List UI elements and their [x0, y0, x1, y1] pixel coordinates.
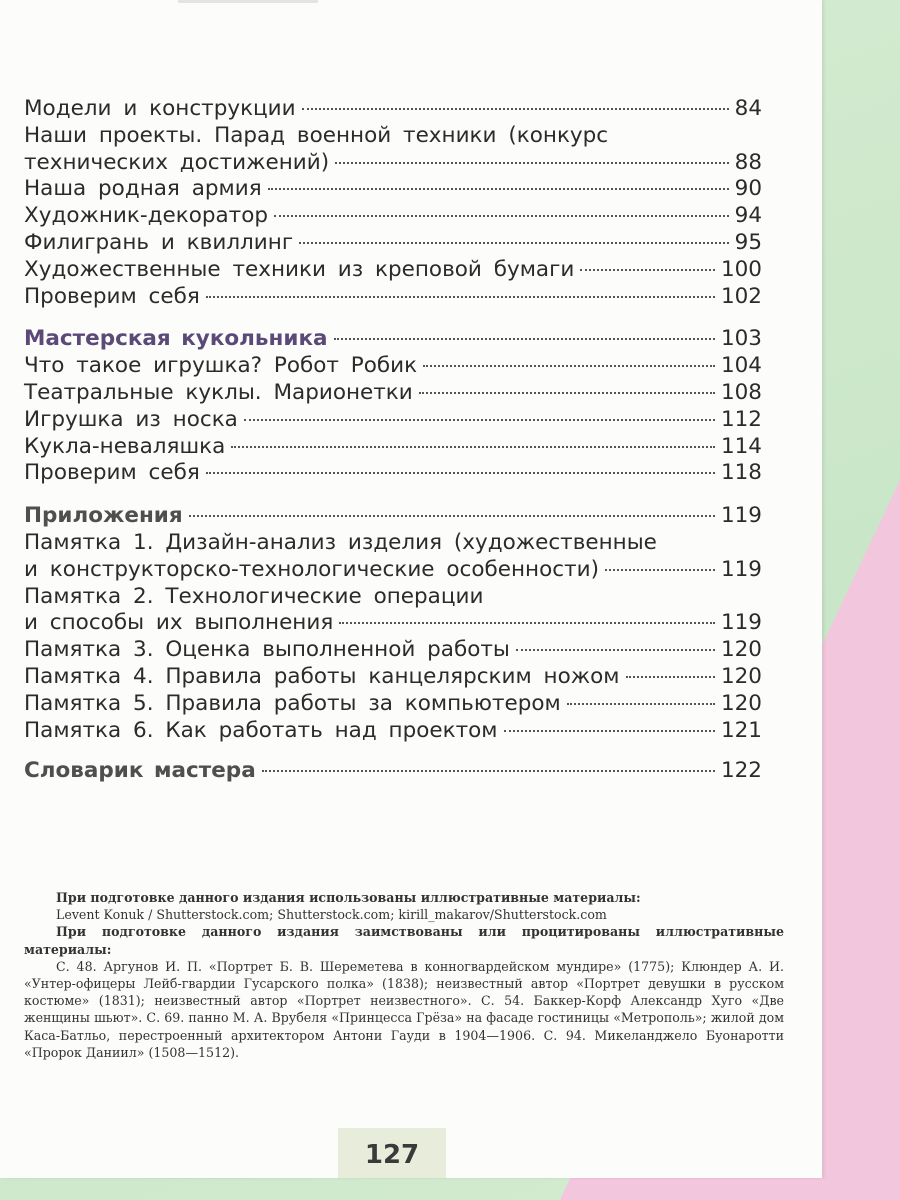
- toc-leader: [504, 730, 715, 732]
- toc-title: Наша родная армия: [24, 176, 262, 202]
- toc-row: [24, 230, 762, 257]
- toc-leader: [580, 269, 715, 271]
- toc-leader: [516, 649, 715, 651]
- toc-title: Проверим себя: [24, 283, 200, 309]
- toc-page: 103: [720, 326, 762, 352]
- toc-row: [24, 176, 762, 203]
- toc-leader: [567, 703, 715, 705]
- toc-leader: [262, 770, 715, 772]
- toc-section-row: [24, 326, 762, 353]
- toc-row: [24, 584, 762, 611]
- toc-page: 119: [720, 556, 762, 582]
- toc-leader: [244, 419, 715, 421]
- credits-body: С. 48. Аргунов И. П. «Портрет Б. В. Шереметева в конногвардейском мундире» (1775); Клюндер А. И. «Унтер-офицеры Лейб-гвардии Гусарского полка» (1838); неизвестный автор «Портрет девушки в русском костюме» (1831); неизвестный автор «Портрет неизвестного». С. 54. Баккер-Корф Александр Хуго «Две женщины шьют». С. 69. панно М. А. Врубеля «Принцесса Грёза» на фасаде гостиницы «Метрополь»; жилой дом Каса-Батльо, перестроенный архитектором Антони Гауди в 1904—1906. С. 94. Микеланджело Буонаротти «Пророк Даниил» (1508—1512).: [24, 958, 784, 1060]
- toc-leader: [334, 338, 715, 340]
- illustration-credits: [24, 889, 784, 1061]
- toc-leader: [605, 569, 715, 571]
- toc-row: [24, 610, 762, 637]
- toc-row: [24, 380, 762, 407]
- toc-leader: [299, 242, 729, 244]
- toc-title: Памятка 1. Дизайн-анализ изделия (художественные: [24, 529, 657, 555]
- toc-title: Художественные техники из креповой бумаги: [24, 256, 575, 282]
- toc-leader: [419, 392, 715, 394]
- toc-row: [24, 353, 762, 380]
- toc-leader: [189, 515, 715, 517]
- toc-page: 119: [720, 610, 762, 636]
- toc-page: 112: [720, 406, 762, 432]
- toc-title: и конструкторско-технологические особенности): [24, 556, 599, 582]
- toc-page: 100: [720, 256, 762, 282]
- toc-leader: [626, 676, 715, 678]
- table-of-contents: [24, 96, 762, 785]
- toc-page: 95: [734, 229, 762, 255]
- toc-leader: [274, 215, 729, 217]
- toc-section-row: [24, 758, 762, 785]
- toc-leader: [231, 446, 715, 448]
- toc-section-title: Мастерская кукольника: [24, 326, 328, 352]
- toc-row: [24, 150, 762, 177]
- toc-title: Филигрань и квиллинг: [24, 229, 294, 255]
- toc-title: технических достижений): [24, 149, 330, 175]
- toc-title: Игрушка из носка: [24, 406, 238, 432]
- toc-page: 120: [720, 637, 762, 663]
- toc-title: Памятка 4. Правила работы канцелярским ножом: [24, 663, 620, 689]
- toc-page: 114: [720, 433, 762, 459]
- toc-title: Наши проекты. Парад военной техники (конкурс: [24, 122, 609, 148]
- top-rule: [178, 0, 318, 3]
- toc-title: Памятка 6. Как работать над проектом: [24, 717, 498, 743]
- credits-sources: Levent Konuk / Shutterstock.com; Shutterstock.com; kirill_makarov/Shutterstock.com: [56, 907, 607, 923]
- toc-leader: [339, 622, 715, 624]
- toc-leader: [206, 296, 715, 298]
- toc-row: [24, 664, 762, 691]
- toc-section-title: Приложения: [24, 503, 183, 529]
- toc-row: [24, 460, 762, 487]
- toc-title: Проверим себя: [24, 460, 200, 486]
- toc-leader: [206, 472, 715, 474]
- toc-row: [24, 637, 762, 664]
- toc-section-row: [24, 503, 762, 530]
- toc-row: [24, 407, 762, 434]
- toc-row: [24, 434, 762, 461]
- toc-title: Кукла-неваляшка: [24, 433, 226, 459]
- toc-page: 118: [720, 460, 762, 486]
- toc-page: 102: [720, 283, 762, 309]
- toc-row: [24, 257, 762, 284]
- page-number: 127: [364, 1140, 420, 1170]
- toc-page: 104: [720, 353, 762, 379]
- toc-page: 84: [734, 96, 762, 121]
- toc-leader: [268, 188, 729, 190]
- toc-title: Модели и конструкции: [24, 96, 296, 121]
- toc-page: 90: [734, 176, 762, 202]
- toc-leader: [423, 365, 715, 367]
- toc-title: Памятка 5. Правила работы за компьютером: [24, 690, 561, 716]
- toc-title: Памятка 2. Технологические операции: [24, 583, 484, 609]
- toc-title: и способы их выполнения: [24, 610, 334, 636]
- toc-row: [24, 557, 762, 584]
- toc-title: Памятка 3. Оценка выполненной работы: [24, 637, 510, 663]
- toc-row: [24, 123, 762, 150]
- toc-title: Художник-декоратор: [24, 203, 268, 229]
- toc-page: 108: [720, 379, 762, 405]
- toc-page: 88: [734, 149, 762, 175]
- toc-section-title: Словарик мастера: [24, 758, 256, 784]
- toc-page: 122: [720, 758, 762, 784]
- toc-title: Театральные куклы. Марионетки: [24, 379, 413, 405]
- credits-heading-used: При подготовке данного издания использованы иллюстративные материалы:: [56, 890, 641, 905]
- toc-leader: [302, 108, 729, 110]
- toc-row: [24, 691, 762, 718]
- toc-title: Что такое игрушка? Робот Робик: [24, 353, 418, 379]
- credits-heading-borrowed: При подготовке данного издания заимствованы или процитированы иллюстративные материалы:: [24, 924, 784, 957]
- toc-page: 94: [734, 203, 762, 229]
- toc-row: [24, 718, 762, 745]
- toc-page: 120: [720, 690, 762, 716]
- toc-page: 120: [720, 663, 762, 689]
- toc-leader: [335, 162, 729, 164]
- toc-row: [24, 530, 762, 557]
- toc-row: [24, 96, 762, 123]
- toc-page: 121: [720, 717, 762, 743]
- toc-row: [24, 203, 762, 230]
- toc-row: [24, 284, 762, 311]
- toc-page: 119: [720, 503, 762, 529]
